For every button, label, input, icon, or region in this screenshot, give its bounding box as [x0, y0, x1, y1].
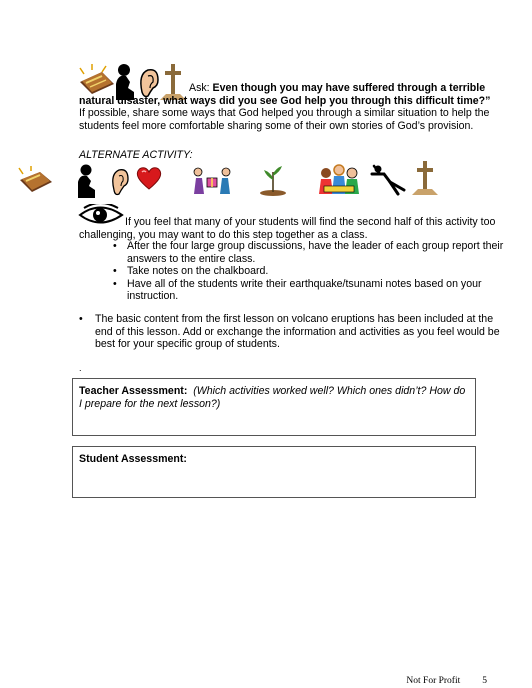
ask-question: Even though you may have suffered through a terrible natural disaster, what ways did you see God help you through this difficult time?”: [79, 82, 491, 107]
alternate-intro-text: If you feel that many of your students will find the second half of this activity too challenging, you may want to do this step together as a class.: [79, 216, 496, 241]
teacher-assessment-hint: (Which activities worked well? Which ones didn’t? How do I prepare for the next lesson?): [79, 385, 466, 410]
ear-icon: [110, 166, 130, 196]
ask-line: [79, 82, 499, 107]
ask-block: [79, 82, 499, 132]
student-assessment-title: Student Assessment:: [79, 453, 187, 465]
alternate-icon-row: [18, 160, 448, 200]
list-item: • The basic content from the first lesson on volcano eruptions has been included at the end of this lesson. Add or exchange the information and activities as you feel would be best for your specific group of students.: [79, 313, 509, 351]
group-of-children-icon: [316, 164, 362, 196]
cross-icon: [410, 160, 440, 196]
list-item: • Have all of the students write their earthquake/tsunami notes based on your instruction.: [113, 278, 513, 303]
list-item: • After the four large group discussions, have the leader of each group report their answers to the entire class.: [113, 240, 513, 265]
teacher-assessment-box[interactable]: [72, 378, 476, 436]
sprout-icon: [258, 164, 288, 196]
ask-followup: If possible, share some ways that God helped you through a similar situation to help the students feel more comfortable sharing some of their own stories of God’s provision.: [79, 107, 490, 132]
alternate-steps-list: [113, 240, 513, 303]
student-assessment-box[interactable]: [72, 446, 476, 498]
heart-icon: [136, 166, 162, 190]
bible-icon: [18, 166, 54, 196]
page-footer: [406, 675, 487, 688]
teacher-assessment-title: Teacher Assessment:: [79, 385, 188, 397]
praying-child-icon: [76, 164, 98, 198]
alternate-intro: [79, 216, 509, 241]
gift-exchange-icon: [192, 166, 232, 196]
stray-mark: .: [79, 363, 82, 373]
ask-label: Ask:: [189, 82, 213, 94]
page-number: 5: [482, 676, 487, 687]
stretching-figure-icon: [370, 164, 406, 196]
notes-list: [79, 313, 509, 351]
list-item: • Take notes on the chalkboard.: [113, 265, 513, 278]
footer-label: Not For Profit: [406, 676, 461, 687]
alternate-activity-heading: ALTERNATE ACTIVITY:: [79, 149, 193, 161]
